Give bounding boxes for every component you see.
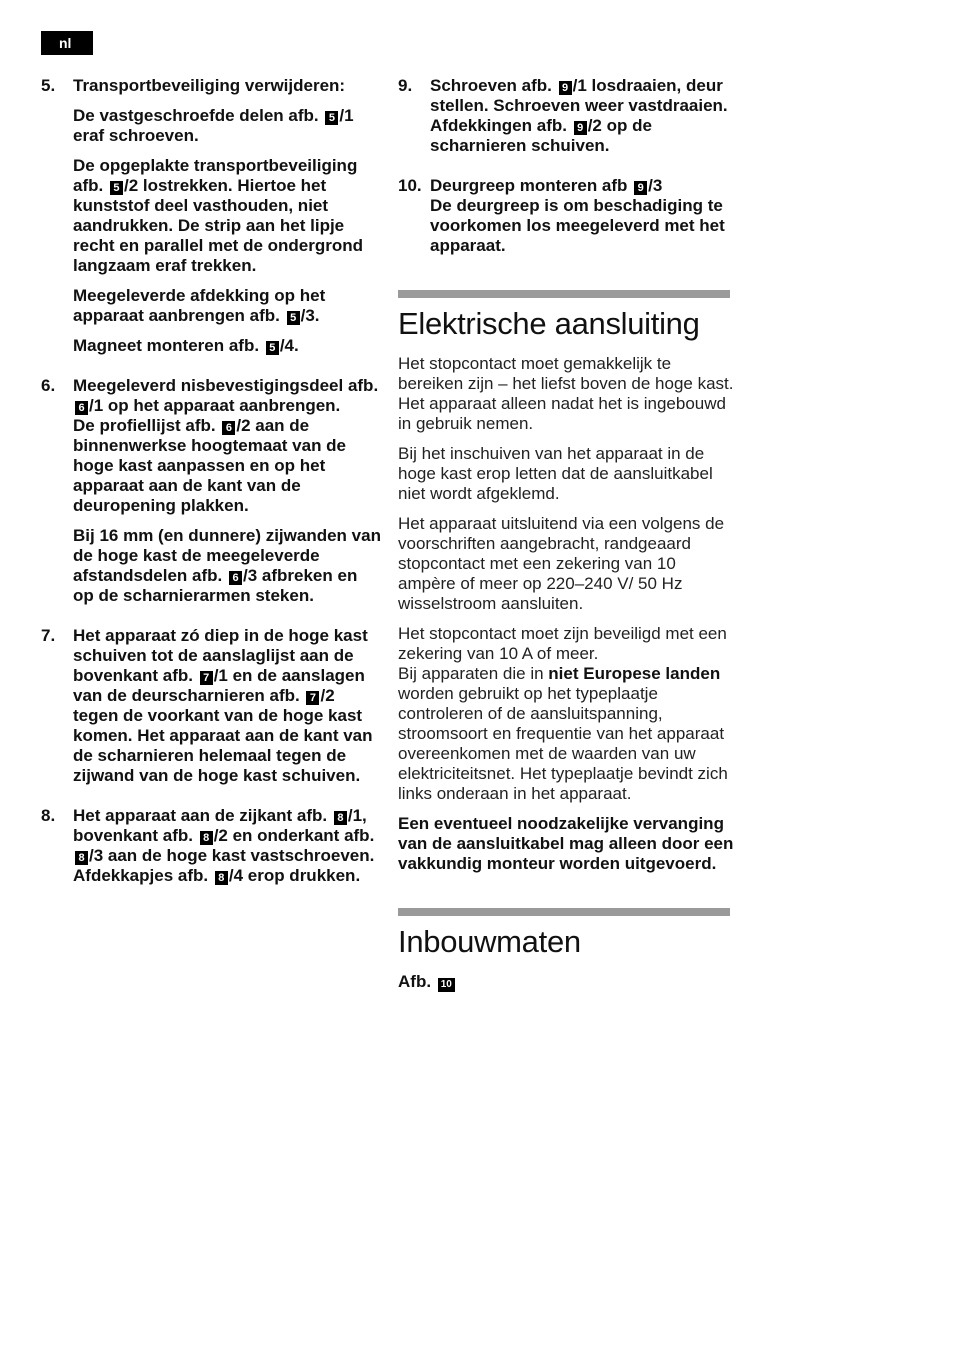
step-8: [41, 806, 381, 886]
paragraph: Het apparaat uitsluitend via een volgens de voorschriften aangebracht, randgeaard stopcontact met een zekering van 10 ampère of meer op 220–240 V/ 50 Hz wisselstroom aansluiten.: [398, 514, 725, 613]
step-paragraph: De deurgreep is om beschadiging te voorkomen los meegeleverd met het apparaat.: [430, 196, 725, 255]
step-7: [41, 626, 381, 786]
figure-ref-badge: 8: [215, 871, 228, 885]
language-tab: nl: [41, 31, 93, 55]
figure-ref-badge: 5: [110, 181, 123, 195]
step-paragraph: De profiellijst afb. 6 /2 aan de binnenwerkse hoogtemaat van de hoge kast aanpassen en op het apparaat aan de kant van de deuropening plakken.: [73, 416, 347, 515]
figure-reference: Afb. 10: [398, 972, 738, 992]
paragraph: Bij het inschuiven van het apparaat in de hoge kast erop letten dat de aansluitkabel niet wordt afgeklemd.: [398, 444, 713, 503]
warning-paragraph: Een eventueel noodzakelijke vervanging van de aansluitkabel mag alleen door een vakkundig monteur worden uitgevoerd.: [398, 814, 734, 873]
section-heading: Elektrische aansluiting: [398, 306, 700, 341]
step-paragraph: Magneet monteren afb. 5 /4.: [73, 336, 299, 355]
figure-ref-badge: 7: [200, 671, 213, 685]
paragraph: Het stopcontact moet zijn beveiligd met een zekering van 10 A of meer.: [398, 624, 727, 663]
figure-ref-badge: 8: [200, 831, 213, 845]
step-paragraph: Afdekkapjes afb. 8 /4 erop drukken.: [73, 866, 361, 885]
figure-ref-badge: 9: [634, 181, 647, 195]
step-paragraph: De vastgeschroefde delen afb. 5 /1 eraf schroeven.: [73, 106, 354, 145]
step-number: 8.: [41, 806, 56, 825]
step-number: 7.: [41, 626, 56, 645]
section-divider: [398, 290, 730, 298]
figure-ref-badge: 10: [438, 978, 455, 992]
figure-ref-badge: 8: [75, 851, 88, 865]
step-paragraph: Het apparaat zó diep in de hoge kast schuiven tot de aanslaglijst aan de bovenkant afb. 7 /1 en de aanslagen van de deurscharnieren afb. 7 /2 tegen de voorkant van de hoge kast komen. Het apparaat aan de kant van de scharnieren helemaal tegen de zijwand van de hoge kast schuiven.: [73, 626, 373, 785]
step-number: 5.: [41, 76, 56, 95]
section-divider: [398, 908, 730, 916]
step-10: [398, 176, 738, 256]
step-number: 6.: [41, 376, 56, 395]
paragraph: Bij apparaten die in niet Europese landen worden gebruikt op het typeplaatje controleren of de aansluitspanning, stroomsoort en frequentie van het apparaat overeenkomen met de waarden van uw elektriciteitsnet. Het typeplaatje bevindt zich links onderaan in het apparaat.: [398, 664, 728, 803]
step-paragraph: Schroeven afb. 9 /1 losdraaien, deur stellen. Schroeven weer vastdraaien. Afdekkingen afb. 9 /2 op de scharnieren schuiven.: [430, 76, 728, 155]
figure-ref-badge: 5: [287, 311, 300, 325]
step-5: [41, 76, 381, 356]
step-paragraph: Deurgreep monteren afb 9 /3: [430, 176, 663, 195]
step-9: [398, 76, 738, 156]
figure-ref-badge: 7: [306, 691, 319, 705]
figure-ref-badge: 6: [229, 571, 242, 585]
step-number: 10.: [398, 176, 422, 195]
figure-ref-badge: 5: [266, 341, 279, 355]
paragraph: Het stopcontact moet gemakkelijk te bereiken zijn – het liefst boven de hoge kast. Het apparaat alleen nadat het is ingebouwd in gebruik nemen.: [398, 354, 734, 433]
figure-ref-badge: 6: [222, 421, 235, 435]
step-number: 9.: [398, 76, 413, 95]
step-paragraph: De opgeplakte transportbeveiliging afb. 5 /2 lostrekken. Hiertoe het kunststof deel vasthouden, niet aandrukken. De strip aan het lipje recht en parallel met de ondergrond langzaam eraf trekken.: [73, 156, 364, 275]
step-paragraph: Het apparaat aan de zijkant afb. 8 /1, bovenkant afb. 8 /2 en onderkant afb. 8 /3 aan de hoge kast vastschroeven.: [73, 806, 375, 865]
step-paragraph: Meegeleverde afdekking op het apparaat aanbrengen afb. 5 /3.: [73, 286, 326, 325]
step-title: Transportbeveiliging verwijderen:: [73, 76, 346, 95]
figure-ref-badge: 5: [325, 111, 338, 125]
section-heading: Inbouwmaten: [398, 924, 581, 959]
step-6: [41, 376, 381, 606]
left-column: [41, 76, 381, 896]
right-column: [398, 76, 738, 1002]
section-electrical: [398, 290, 738, 874]
figure-ref-badge: 9: [574, 121, 587, 135]
figure-ref-badge: 9: [559, 81, 572, 95]
figure-ref-badge: 8: [334, 811, 347, 825]
step-paragraph: Meegeleverd nisbevestigingsdeel afb. 6 /1 op het apparaat aanbrengen.: [73, 376, 379, 415]
step-paragraph: Bij 16 mm (en dunnere) zijwanden van de hoge kast de meegeleverde afstandsdelen afb. 6 /3 afbreken en op de scharnierarmen steken.: [73, 526, 381, 605]
figure-ref-badge: 6: [75, 401, 88, 415]
emphasis-text: niet Europese landen: [548, 664, 721, 683]
section-dimensions: [398, 908, 738, 992]
